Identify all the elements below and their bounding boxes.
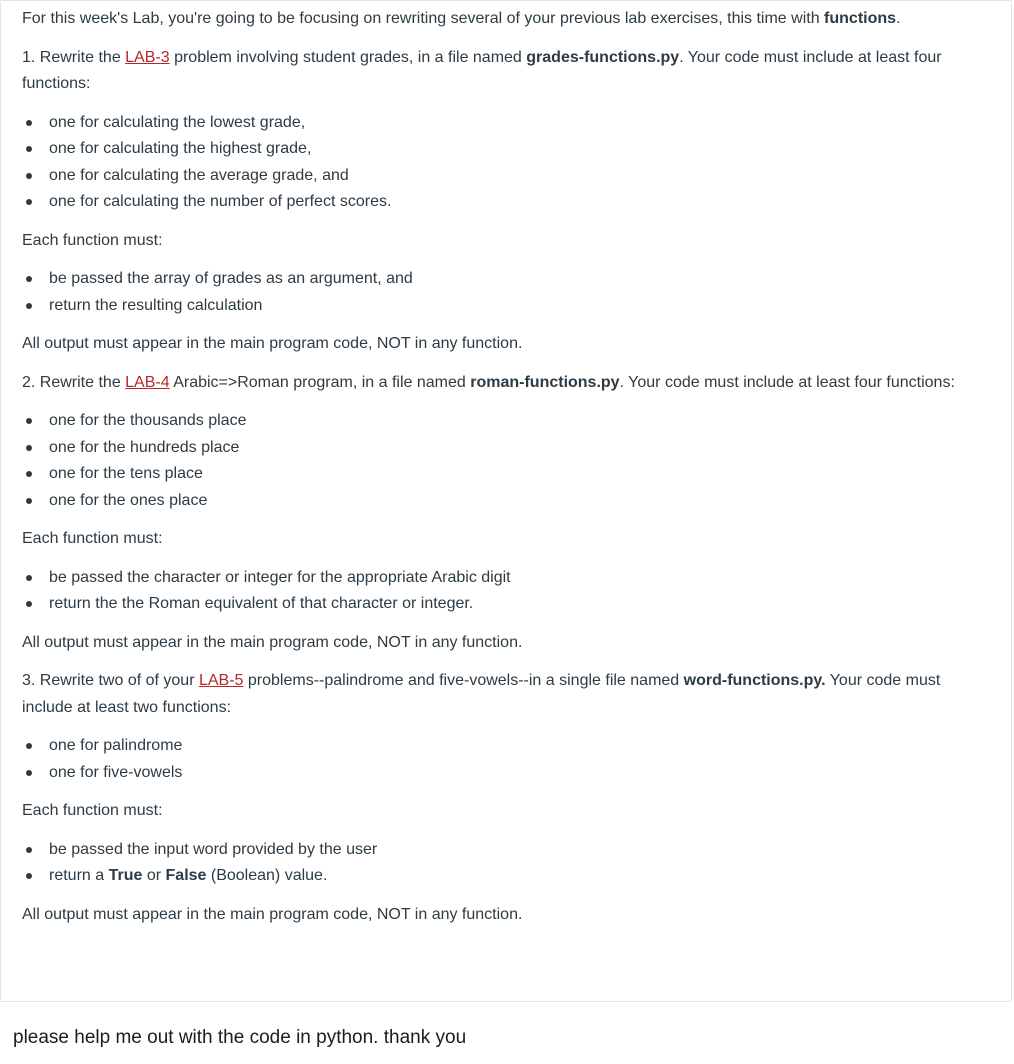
part3-functions-list (22, 733, 982, 786)
req-text: or (142, 867, 166, 884)
req-text: (Boolean) value. (206, 867, 328, 884)
part3-num: 3. Rewrite two of of your (22, 672, 199, 689)
part1-output-note: All output must appear in the main program code, NOT in any function. (22, 335, 523, 352)
part3-output-note: All output must appear in the main program code, NOT in any function. (22, 905, 523, 923)
lab-5-link[interactable]: LAB-5 (198, 672, 244, 689)
part2-end: . Your code must include at least four functions: (619, 373, 955, 391)
part2-must-label: Each function must: (22, 530, 163, 547)
list-item: be passed the array of grades as an argument, and (49, 266, 982, 293)
part1-functions-list (22, 110, 982, 216)
part3-requirements-list (22, 837, 982, 890)
intro-paragraph (22, 6, 982, 33)
list-item: one for the ones place (49, 488, 982, 515)
false-keyword: False (165, 867, 207, 884)
part3-end: Your code must include at least two functions: (22, 672, 941, 716)
list-item: one for calculating the lowest grade, (49, 110, 982, 137)
list-item: one for the tens place (49, 461, 982, 488)
list-item: return the resulting calculation (49, 293, 982, 320)
part3-mid: problems--palindrome and five-vowels--in a single file named (243, 672, 684, 689)
user-question: please help me out with the code in python. thank you (13, 1027, 467, 1048)
list-item: one for five-vowels (49, 760, 982, 787)
list-item: one for calculating the average grade, and (49, 163, 982, 190)
true-keyword: True (108, 867, 143, 884)
intro-end: . (896, 10, 901, 27)
part3-heading (22, 668, 982, 721)
part1-filename: grades-functions.py (526, 48, 680, 66)
intro-bold: functions (824, 10, 897, 27)
intro-text: For this week's Lab, you're going to be focusing on rewriting several of your previous lab exercises, this time with (22, 10, 825, 27)
list-item: return the the Roman equivalent of that character or integer. (49, 591, 982, 618)
list-item: one for calculating the highest grade, (49, 136, 982, 163)
part1-mid: problem involving student grades, in a file named (169, 48, 527, 66)
part2-filename: roman-functions.py (470, 373, 620, 391)
part3-must-label: Each function must: (22, 802, 163, 819)
list-item: one for the thousands place (49, 408, 982, 435)
part1-num: 1. Rewrite the (22, 48, 126, 66)
list-item: one for calculating the number of perfect scores. (49, 189, 982, 216)
part1-must-label: Each function must: (22, 231, 163, 249)
part2-mid: Arabic=>Roman program, in a file named (169, 373, 471, 391)
list-item: one for palindrome (49, 733, 982, 760)
list-item: one for the hundreds place (49, 435, 982, 462)
part2-num: 2. Rewrite the (22, 373, 126, 391)
assignment-content (22, 6, 982, 940)
list-item (49, 863, 982, 890)
part2-output-note: All output must appear in the main program code, NOT in any function. (22, 633, 523, 651)
part1-requirements-list (22, 266, 982, 319)
part2-heading (22, 370, 982, 397)
part2-requirements-list (22, 565, 982, 618)
lab-3-link[interactable]: LAB-3 (125, 48, 170, 66)
part3-filename: word-functions.py. (683, 672, 826, 689)
part2-functions-list (22, 408, 982, 514)
part1-end: . Your code must include at least four functions: (22, 48, 942, 92)
lab-4-link[interactable]: LAB-4 (125, 373, 170, 391)
list-item: be passed the input word provided by the user (49, 837, 982, 864)
req-text: return a (49, 867, 109, 884)
list-item: be passed the character or integer for the appropriate Arabic digit (49, 565, 982, 592)
part1-heading (22, 45, 982, 98)
